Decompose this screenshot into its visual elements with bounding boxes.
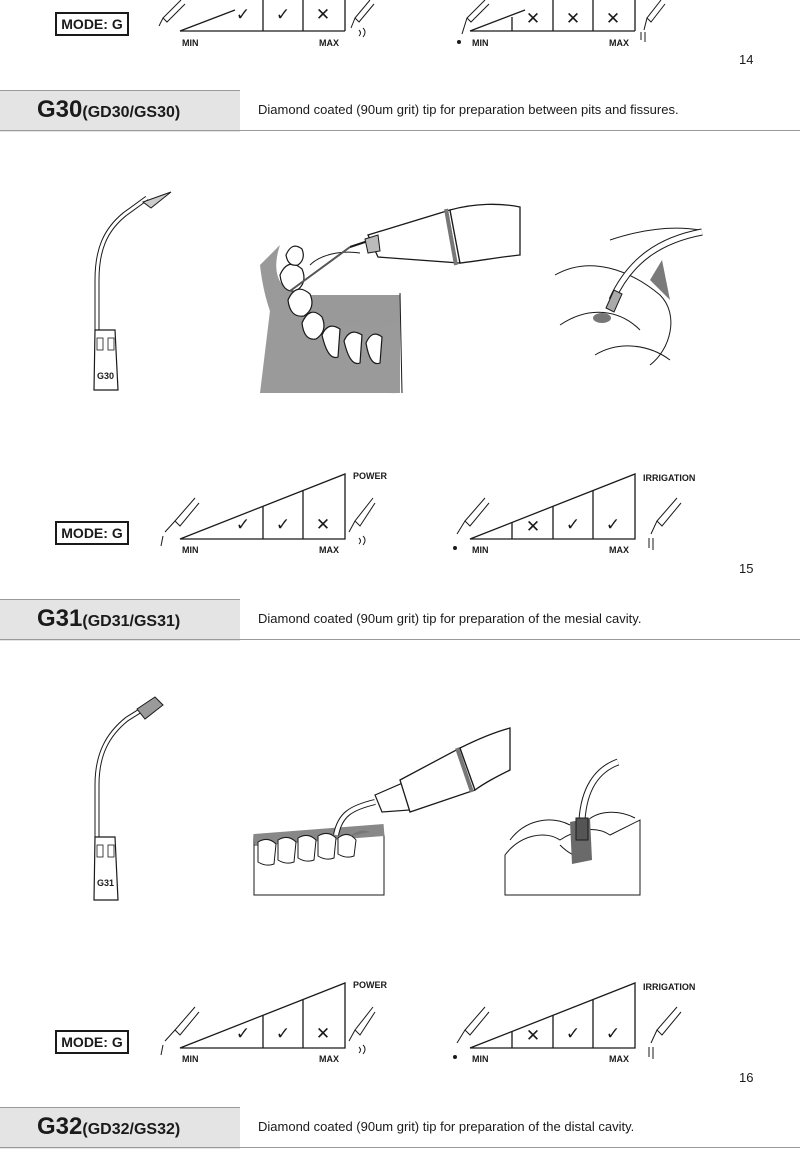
scale-min-label: MIN [182,1054,199,1064]
mode-label: MODE: G [61,525,123,541]
scale-max-label: MAX [319,38,339,48]
scale-min-label: MIN [472,545,489,555]
tip-description: Diamond coated (90um grit) tip for preparation of the distal cavity. [258,1119,635,1134]
mode-label: MODE: G [61,1034,123,1050]
scale-max-label: MAX [319,545,339,555]
handpiece-drip-icon [649,1007,681,1059]
detail-illustration [550,220,710,380]
irrigation-title: IRRIGATION [643,473,696,483]
section-header-g31 [0,599,800,641]
power-scale [155,466,388,561]
page-number: 15 [739,561,754,576]
handpiece-drip-icon [458,0,490,44]
handpiece-vibration-icon [351,0,374,37]
mode-label: MODE: G [61,16,123,32]
irrigation-title: IRRIGATION [643,982,696,992]
irrigation-mark: ✕ [525,1026,541,1046]
tip-code: G31 [37,605,83,632]
tip-code-title [37,96,180,124]
scale-min-label: MIN [182,545,199,555]
irrigation-scale [445,0,685,52]
handpiece-vibration-icon [349,498,375,545]
tip-variants: (GD30/GS30) [82,104,181,121]
section-header-g32 [0,1107,800,1149]
power-mark: ✕ [315,515,331,535]
mode-box [55,12,129,36]
mode-box [55,521,129,545]
mouth-illustration [250,195,520,400]
power-mark: ✓ [235,5,251,25]
tip-illustration-g31 [85,695,180,910]
irrigation-mark: ✓ [565,1024,581,1044]
scale-max-label: MAX [609,38,629,48]
power-mark: ✕ [315,5,331,25]
scale-min-label: MIN [182,38,199,48]
tip-description: Diamond coated (90um grit) tip for preparation of the mesial cavity. [258,611,642,626]
handpiece-drip-icon [454,1007,490,1059]
handpiece-drip-icon [641,0,665,42]
tip-code-title [37,605,180,633]
irrigation-mark: ✓ [605,1024,621,1044]
handpiece-drip-icon [454,498,490,550]
scale-max-label: MAX [319,1054,339,1064]
tip-engraving: G31 [97,878,115,888]
header-rule [0,639,800,640]
power-mark: ✕ [315,1024,331,1044]
tip-code: G32 [37,1113,83,1140]
tip-description: Diamond coated (90um grit) tip for preparation between pits and fissures. [258,102,679,117]
tip-code: G30 [37,96,83,123]
power-title: POWER [353,471,388,481]
power-mark: ✓ [275,1024,291,1044]
scale-max-label: MAX [609,545,629,555]
handpiece-icon [159,0,185,26]
irrigation-mark: ✕ [565,9,581,29]
power-mark: ✓ [235,515,251,535]
scale-min-label: MIN [472,38,489,48]
tip-code-title [37,1113,180,1141]
irrigation-mark: ✕ [525,9,541,29]
section-header-g30 [0,90,800,132]
handpiece-vibration-icon [349,1007,375,1054]
scale-min-label: MIN [472,1054,489,1064]
page-number: 14 [739,52,754,67]
irrigation-mark: ✓ [605,515,621,535]
page-number: 16 [739,1070,754,1085]
tip-variants: (GD31/GS31) [82,613,181,630]
power-mark: ✓ [275,515,291,535]
power-scale [155,0,375,52]
mode-box [55,1030,129,1054]
handpiece-drip-icon [649,498,681,550]
header-rule [0,130,800,131]
mouth-illustration [250,720,510,900]
detail-illustration [500,760,650,900]
irrigation-scale [445,466,710,561]
tip-variants: (GD32/GS32) [82,1121,181,1138]
tip-engraving: G30 [97,371,115,381]
power-mark: ✓ [235,1024,251,1044]
header-rule [0,1147,800,1148]
irrigation-scale [445,975,710,1070]
power-title: POWER [353,980,388,990]
tip-illustration-g30 [85,190,180,400]
scale-max-label: MAX [609,1054,629,1064]
irrigation-mark: ✕ [605,9,621,29]
irrigation-mark: ✕ [525,517,541,537]
irrigation-mark: ✓ [565,515,581,535]
power-scale [155,975,388,1070]
power-mark: ✓ [275,5,291,25]
